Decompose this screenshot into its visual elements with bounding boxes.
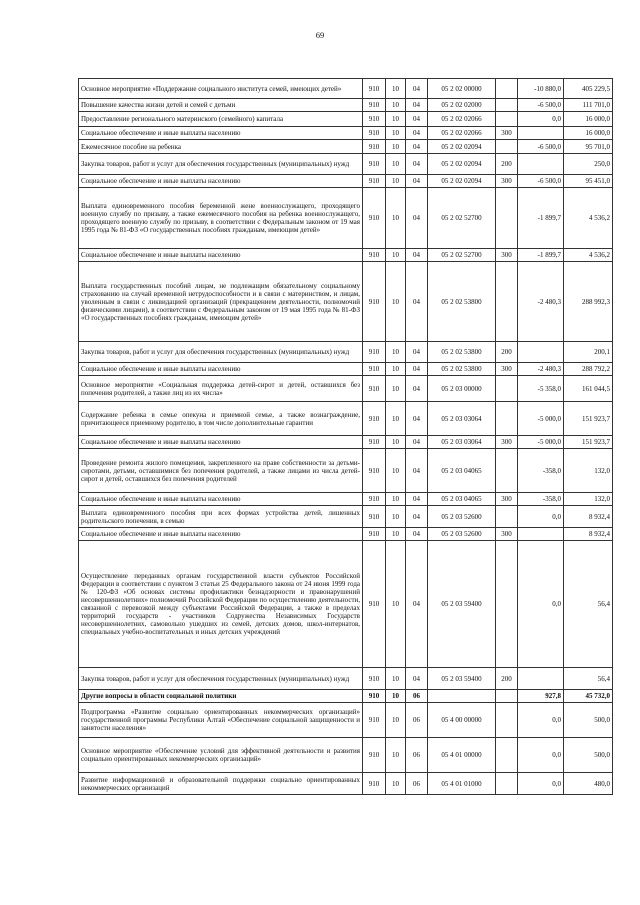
change-amount: 0,0 bbox=[518, 541, 564, 668]
ministry-code: 910 bbox=[363, 127, 386, 140]
table-row bbox=[79, 449, 613, 493]
section-code: 10 bbox=[386, 249, 406, 262]
subsection-code: 04 bbox=[406, 376, 428, 402]
section-code: 10 bbox=[386, 154, 406, 175]
table-row bbox=[79, 773, 613, 795]
section-code: 10 bbox=[386, 175, 406, 188]
section-code: 10 bbox=[386, 738, 406, 773]
row-name: Ежемесячное пособие на ребенка bbox=[79, 140, 363, 154]
target-article-code: 05 2 02 02094 bbox=[428, 154, 496, 175]
total-amount: 16 000,0 bbox=[564, 127, 613, 140]
section-code: 10 bbox=[386, 493, 406, 506]
section-code: 10 bbox=[386, 112, 406, 127]
subsection-code: 06 bbox=[406, 690, 428, 703]
budget-table-body bbox=[79, 79, 613, 795]
total-amount: 95 451,0 bbox=[564, 175, 613, 188]
section-code: 10 bbox=[386, 506, 406, 528]
ministry-code: 910 bbox=[363, 703, 386, 738]
table-row bbox=[79, 506, 613, 528]
section-code: 10 bbox=[386, 363, 406, 376]
subsection-code: 04 bbox=[406, 99, 428, 112]
total-amount: 8 932,4 bbox=[564, 506, 613, 528]
total-amount: 480,0 bbox=[564, 773, 613, 795]
expense-type-code bbox=[496, 140, 518, 154]
expense-type-code bbox=[496, 188, 518, 249]
subsection-code: 04 bbox=[406, 449, 428, 493]
table-row bbox=[79, 112, 613, 127]
target-article-code: 05 2 02 02000 bbox=[428, 99, 496, 112]
expense-type-code: 300 bbox=[496, 127, 518, 140]
change-amount: -358,0 bbox=[518, 449, 564, 493]
change-amount: -2 480,3 bbox=[518, 262, 564, 342]
subsection-code: 04 bbox=[406, 668, 428, 690]
table-row bbox=[79, 703, 613, 738]
row-name: Социальное обеспечение и иные выплаты населению bbox=[79, 528, 363, 541]
total-amount: 132,0 bbox=[564, 493, 613, 506]
total-amount: 45 732,0 bbox=[564, 690, 613, 703]
row-name: Социальное обеспечение и иные выплаты населению bbox=[79, 436, 363, 449]
target-article-code: 05 4 00 00000 bbox=[428, 703, 496, 738]
row-name: Основное мероприятие «Социальная поддержка детей-сирот и детей, оставшихся без попечения родителей, а также лиц из их числа» bbox=[79, 376, 363, 402]
total-amount: 56,4 bbox=[564, 668, 613, 690]
target-article-code: 05 2 03 04065 bbox=[428, 449, 496, 493]
ministry-code: 910 bbox=[363, 668, 386, 690]
target-article-code: 05 4 01 01000 bbox=[428, 773, 496, 795]
change-amount bbox=[518, 342, 564, 363]
subsection-code: 04 bbox=[406, 249, 428, 262]
ministry-code: 910 bbox=[363, 449, 386, 493]
row-name: Выплата государственных пособий лицам, не подлежащим обязательному социальному страхованию на случай временной нетрудоспособности и в связи с материнством, и лицам, уволенным в связи с ликвидацией организаций (прекращением деятельности, полномочий физическими лицами), в соответствии с Федеральным законом от 19 мая 1995 года № 81-ФЗ «О государственных пособиях гражданам, имеющим детей» bbox=[79, 262, 363, 342]
expense-type-code: 200 bbox=[496, 154, 518, 175]
change-amount bbox=[518, 154, 564, 175]
table-row bbox=[79, 99, 613, 112]
total-amount: 95 701,0 bbox=[564, 140, 613, 154]
total-amount: 161 044,5 bbox=[564, 376, 613, 402]
target-article-code: 05 2 03 52600 bbox=[428, 506, 496, 528]
row-name: Основное мероприятие «Поддержание социального института семей, имеющих детей» bbox=[79, 79, 363, 99]
row-name: Социальное обеспечение и иные выплаты населению bbox=[79, 249, 363, 262]
target-article-code: 05 2 03 03064 bbox=[428, 436, 496, 449]
expense-type-code: 300 bbox=[496, 363, 518, 376]
table-row bbox=[79, 262, 613, 342]
change-amount: -5 358,0 bbox=[518, 376, 564, 402]
target-article-code: 05 2 02 53800 bbox=[428, 363, 496, 376]
total-amount: 151 923,7 bbox=[564, 402, 613, 436]
subsection-code: 04 bbox=[406, 506, 428, 528]
change-amount: -6 500,0 bbox=[518, 140, 564, 154]
expense-type-code bbox=[496, 79, 518, 99]
total-amount: 4 536,2 bbox=[564, 249, 613, 262]
table-row bbox=[79, 541, 613, 668]
subsection-code: 04 bbox=[406, 154, 428, 175]
section-code: 10 bbox=[386, 79, 406, 99]
subsection-code: 06 bbox=[406, 738, 428, 773]
target-article-code: 05 2 03 04065 bbox=[428, 493, 496, 506]
ministry-code: 910 bbox=[363, 99, 386, 112]
table-row bbox=[79, 363, 613, 376]
change-amount: 0,0 bbox=[518, 112, 564, 127]
budget-table bbox=[78, 78, 613, 795]
ministry-code: 910 bbox=[363, 493, 386, 506]
change-amount: -5 000,0 bbox=[518, 402, 564, 436]
table-row bbox=[79, 342, 613, 363]
total-amount: 500,0 bbox=[564, 703, 613, 738]
change-amount: -358,0 bbox=[518, 493, 564, 506]
section-code: 10 bbox=[386, 773, 406, 795]
table-row bbox=[79, 376, 613, 402]
ministry-code: 910 bbox=[363, 140, 386, 154]
section-code: 10 bbox=[386, 703, 406, 738]
section-code: 10 bbox=[386, 668, 406, 690]
target-article-code: 05 2 03 03064 bbox=[428, 402, 496, 436]
table-row bbox=[79, 249, 613, 262]
table-row bbox=[79, 154, 613, 175]
change-amount: 0,0 bbox=[518, 773, 564, 795]
change-amount: -2 480,3 bbox=[518, 363, 564, 376]
total-amount: 56,4 bbox=[564, 541, 613, 668]
expense-type-code: 300 bbox=[496, 436, 518, 449]
subsection-code: 06 bbox=[406, 703, 428, 738]
ministry-code: 910 bbox=[363, 342, 386, 363]
ministry-code: 910 bbox=[363, 249, 386, 262]
expense-type-code bbox=[496, 690, 518, 703]
expense-type-code bbox=[496, 703, 518, 738]
section-code: 10 bbox=[386, 127, 406, 140]
table-row bbox=[79, 127, 613, 140]
expense-type-code bbox=[496, 262, 518, 342]
row-name: Закупка товаров, работ и услуг для обеспечения государственных (муниципальных) нужд bbox=[79, 668, 363, 690]
total-amount: 405 229,5 bbox=[564, 79, 613, 99]
change-amount: -6 500,0 bbox=[518, 99, 564, 112]
table-row bbox=[79, 175, 613, 188]
subsection-code: 04 bbox=[406, 402, 428, 436]
expense-type-code bbox=[496, 449, 518, 493]
total-amount: 4 536,2 bbox=[564, 188, 613, 249]
target-article-code: 05 2 02 53800 bbox=[428, 262, 496, 342]
total-amount: 500,0 bbox=[564, 738, 613, 773]
total-amount: 288 992,3 bbox=[564, 262, 613, 342]
subsection-code: 04 bbox=[406, 363, 428, 376]
subsection-code: 04 bbox=[406, 342, 428, 363]
ministry-code: 910 bbox=[363, 690, 386, 703]
subsection-code: 04 bbox=[406, 528, 428, 541]
target-article-code: 05 2 02 53800 bbox=[428, 342, 496, 363]
ministry-code: 910 bbox=[363, 154, 386, 175]
row-name: Проведение ремонта жилого помещения, закрепленного на праве собственности за детьми-сиротами, детьми, оставшимися без попечения родителей, а также лицами из числа детей-сирот и детей, оставшихся без попечения родителей bbox=[79, 449, 363, 493]
row-name: Другие вопросы в области социальной политики bbox=[79, 690, 363, 703]
ministry-code: 910 bbox=[363, 175, 386, 188]
target-article-code: 05 2 03 59400 bbox=[428, 668, 496, 690]
table-row bbox=[79, 493, 613, 506]
table-row bbox=[79, 79, 613, 99]
expense-type-code bbox=[496, 541, 518, 668]
target-article-code: 05 2 02 02066 bbox=[428, 127, 496, 140]
target-article-code: 05 4 01 00000 bbox=[428, 738, 496, 773]
total-amount: 200,1 bbox=[564, 342, 613, 363]
row-name: Выплата единовременного пособия беременной жене военнослужащего, проходящего военную службу по призыву, а также ежемесячного пособия на ребенка военнослужащего, проходящего военную службу по призыву, в соответствии с Федеральным законом от 19 мая 1995 года № 81-ФЗ «О государственных пособиях гражданам, имеющим детей» bbox=[79, 188, 363, 249]
expense-type-code: 300 bbox=[496, 175, 518, 188]
section-code: 10 bbox=[386, 262, 406, 342]
section-code: 10 bbox=[386, 690, 406, 703]
row-name: Подпрограмма «Развитие социально ориентированных некоммерческих организаций» государственной программы Республики Алтай «Обеспечение социальной защищенности и занятости населения» bbox=[79, 703, 363, 738]
expense-type-code: 300 bbox=[496, 528, 518, 541]
ministry-code: 910 bbox=[363, 112, 386, 127]
ministry-code: 910 bbox=[363, 262, 386, 342]
expense-type-code bbox=[496, 376, 518, 402]
subsection-code: 04 bbox=[406, 140, 428, 154]
total-amount: 132,0 bbox=[564, 449, 613, 493]
row-name: Закупка товаров, работ и услуг для обеспечения государственных (муниципальных) нужд bbox=[79, 342, 363, 363]
table-row bbox=[79, 690, 613, 703]
change-amount: 0,0 bbox=[518, 506, 564, 528]
page-number: 69 bbox=[315, 30, 325, 40]
change-amount: -6 500,0 bbox=[518, 175, 564, 188]
expense-type-code bbox=[496, 738, 518, 773]
change-amount: 0,0 bbox=[518, 703, 564, 738]
change-amount: -1 899,7 bbox=[518, 249, 564, 262]
row-name: Социальное обеспечение и иные выплаты населению bbox=[79, 363, 363, 376]
table-row bbox=[79, 140, 613, 154]
target-article-code: 05 2 02 02066 bbox=[428, 112, 496, 127]
total-amount: 288 792,2 bbox=[564, 363, 613, 376]
total-amount: 16 000,0 bbox=[564, 112, 613, 127]
change-amount: 0,0 bbox=[518, 738, 564, 773]
change-amount: -1 899,7 bbox=[518, 188, 564, 249]
section-code: 10 bbox=[386, 99, 406, 112]
table-row bbox=[79, 528, 613, 541]
ministry-code: 910 bbox=[363, 79, 386, 99]
change-amount bbox=[518, 127, 564, 140]
total-amount: 111 701,0 bbox=[564, 99, 613, 112]
change-amount: 927,8 bbox=[518, 690, 564, 703]
table-row bbox=[79, 402, 613, 436]
subsection-code: 06 bbox=[406, 773, 428, 795]
section-code: 10 bbox=[386, 342, 406, 363]
subsection-code: 04 bbox=[406, 127, 428, 140]
ministry-code: 910 bbox=[363, 528, 386, 541]
table-row bbox=[79, 668, 613, 690]
subsection-code: 04 bbox=[406, 436, 428, 449]
row-name: Социальное обеспечение и иные выплаты населению bbox=[79, 127, 363, 140]
expense-type-code bbox=[496, 506, 518, 528]
row-name: Социальное обеспечение и иные выплаты населению bbox=[79, 175, 363, 188]
total-amount: 8 932,4 bbox=[564, 528, 613, 541]
target-article-code: 05 2 03 59400 bbox=[428, 541, 496, 668]
ministry-code: 910 bbox=[363, 402, 386, 436]
ministry-code: 910 bbox=[363, 541, 386, 668]
change-amount bbox=[518, 528, 564, 541]
expense-type-code: 300 bbox=[496, 249, 518, 262]
subsection-code: 04 bbox=[406, 188, 428, 249]
subsection-code: 04 bbox=[406, 541, 428, 668]
target-article-code: 05 2 02 02094 bbox=[428, 175, 496, 188]
row-name: Закупка товаров, работ и услуг для обеспечения государственных (муниципальных) нужд bbox=[79, 154, 363, 175]
expense-type-code bbox=[496, 773, 518, 795]
subsection-code: 04 bbox=[406, 175, 428, 188]
row-name: Развитие информационной и образовательной поддержки социально ориентированных некоммерческих организаций bbox=[79, 773, 363, 795]
row-name: Повышение качества жизни детей и семей с детьми bbox=[79, 99, 363, 112]
row-name: Основное мероприятие «Обеспечение условий для эффективной деятельности и развития социально ориентированных некоммерческих организаций» bbox=[79, 738, 363, 773]
target-article-code: 05 2 02 52700 bbox=[428, 188, 496, 249]
change-amount: -5 000,0 bbox=[518, 436, 564, 449]
expense-type-code bbox=[496, 112, 518, 127]
change-amount: -10 880,0 bbox=[518, 79, 564, 99]
section-code: 10 bbox=[386, 402, 406, 436]
expense-type-code bbox=[496, 402, 518, 436]
subsection-code: 04 bbox=[406, 262, 428, 342]
ministry-code: 910 bbox=[363, 738, 386, 773]
section-code: 10 bbox=[386, 436, 406, 449]
row-name: Содержание ребенка в семье опекуна и приемной семье, а также вознаграждение, причитающееся приемному родителю, в том числе дополнительные гарантии bbox=[79, 402, 363, 436]
subsection-code: 04 bbox=[406, 493, 428, 506]
target-article-code: 05 2 02 52700 bbox=[428, 249, 496, 262]
total-amount: 151 923,7 bbox=[564, 436, 613, 449]
ministry-code: 910 bbox=[363, 506, 386, 528]
row-name: Предоставление регионального материнского (семейного) капитала bbox=[79, 112, 363, 127]
target-article-code bbox=[428, 690, 496, 703]
total-amount: 250,0 bbox=[564, 154, 613, 175]
section-code: 10 bbox=[386, 528, 406, 541]
section-code: 10 bbox=[386, 376, 406, 402]
expense-type-code bbox=[496, 99, 518, 112]
target-article-code: 05 2 03 00000 bbox=[428, 376, 496, 402]
ministry-code: 910 bbox=[363, 363, 386, 376]
table-row bbox=[79, 738, 613, 773]
ministry-code: 910 bbox=[363, 436, 386, 449]
subsection-code: 04 bbox=[406, 112, 428, 127]
section-code: 10 bbox=[386, 541, 406, 668]
ministry-code: 910 bbox=[363, 773, 386, 795]
table-row bbox=[79, 188, 613, 249]
expense-type-code: 300 bbox=[496, 493, 518, 506]
section-code: 10 bbox=[386, 188, 406, 249]
section-code: 10 bbox=[386, 449, 406, 493]
row-name: Выплата единовременного пособия при всех формах устройства детей, лишенных родительского попечения, в семью bbox=[79, 506, 363, 528]
expense-type-code: 200 bbox=[496, 668, 518, 690]
change-amount bbox=[518, 668, 564, 690]
target-article-code: 05 2 02 02094 bbox=[428, 140, 496, 154]
expense-type-code: 200 bbox=[496, 342, 518, 363]
table-row bbox=[79, 436, 613, 449]
target-article-code: 05 2 03 52600 bbox=[428, 528, 496, 541]
target-article-code: 05 2 02 00000 bbox=[428, 79, 496, 99]
row-name: Социальное обеспечение и иные выплаты населению bbox=[79, 493, 363, 506]
section-code: 10 bbox=[386, 140, 406, 154]
row-name: Осуществление переданных органам государственной власти субъектов Российской Федерации в соответствии с пунктом 3 статьи 25 Федерального закона от 24 июня 1999 года № 120-ФЗ «Об основах системы профилактики безнадзорности и правонарушений несовершеннолетних» полномочий Российской Федерации по осуществлению деятельности, связанной с перевозкой между субъектами Российской Федерации, а также в пределах территорий государств - участников Содружества Независимых Государств несовершеннолетних, самовольно ушедших из семей, детских домов, школ-интернатов, специальных учебно-воспитательных и иных детских учреждений bbox=[79, 541, 363, 668]
ministry-code: 910 bbox=[363, 188, 386, 249]
ministry-code: 910 bbox=[363, 376, 386, 402]
subsection-code: 04 bbox=[406, 79, 428, 99]
